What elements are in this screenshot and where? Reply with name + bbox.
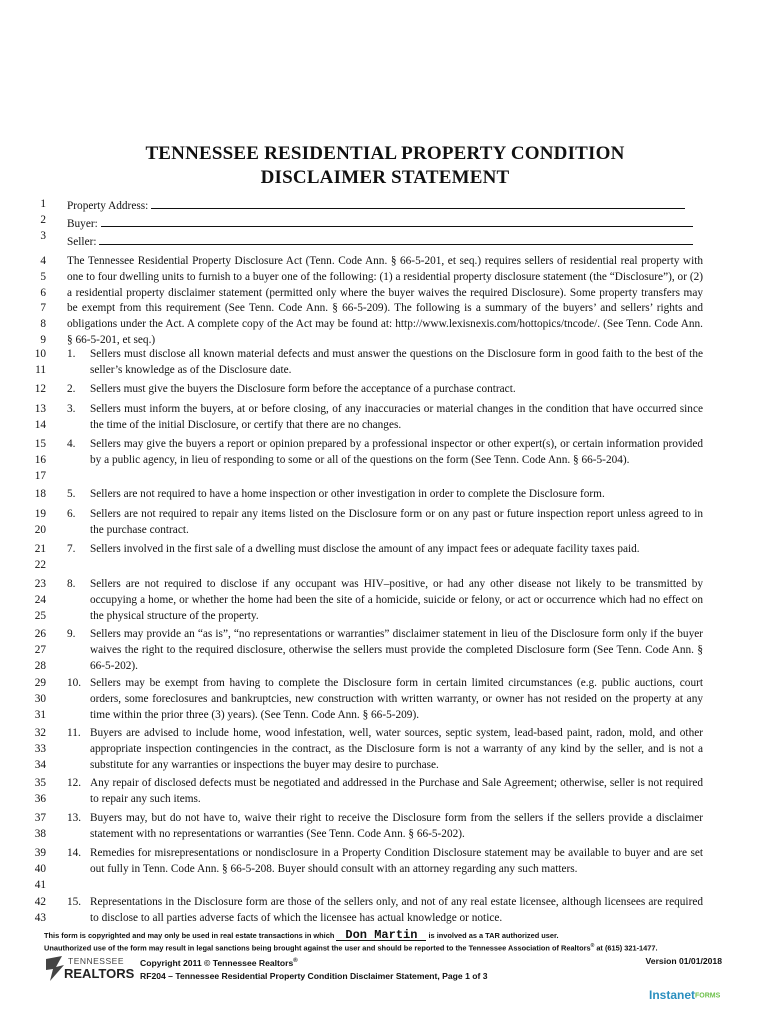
item-text: Sellers are not required to disclose if any occupant was HIV–positive, or had any other disease not likely to be transmitted by occupying a home, or whether the home had been the site of a homicide, suicide or felony, or act or occurrence which had no effect on the physical structure of the property. — [90, 578, 703, 622]
copyright-line: Copyright 2011 © Tennessee Realtors — [140, 957, 294, 968]
item-index: 13. — [67, 812, 82, 824]
line-numbers: 32 33 34 — [34, 727, 46, 771]
line-numbers: 19 20 — [34, 508, 46, 536]
copyright-post: is involved as a TAR authorized user. — [428, 931, 559, 940]
item-index: 1. — [67, 348, 76, 360]
item-index: 10. — [67, 677, 82, 689]
copyright-pre: This form is copyrighted and may only be used in real estate transactions in which — [44, 931, 335, 940]
logo-text-top: TENNESSEE — [68, 956, 124, 966]
item-index: 7. — [67, 543, 76, 555]
property-address-label: Property Address: — [67, 200, 149, 212]
line-numbers: 35 36 — [34, 777, 46, 805]
agent-name: Don Martin — [336, 930, 426, 941]
property-address-field[interactable] — [151, 197, 685, 209]
copyright-notice — [44, 930, 734, 953]
item-index: 15. — [67, 896, 82, 908]
item-text: Remedies for misrepresentations or nondisclosure in a Property Condition Disclosure statement may be available to buyer and are set out fully in Tenn. Code Ann. § 66-5-208. Buyer should consult with an attorney regarding any such matters. — [90, 847, 703, 875]
item-index: 9. — [67, 628, 76, 640]
item-text: Sellers may be exempt from having to complete the Disclosure form in certain limited circumstances (e.g. public auctions, court orders, some foreclosures and bankruptcies, new construction with written warranty, or owner has not resided on the property at any time within the prior three (3) years). (See Tenn. Code Ann. § 66-5-209). — [90, 677, 703, 721]
item-index: 2. — [67, 383, 76, 395]
intro-text: The Tennessee Residential Property Disclosure Act (Tenn. Code Ann. § 66-5-201, et seq.) requires sellers of residential real property with one to four dwelling units to furnish to a buyer one of the following: (1) a residential property disclosure statement (the “Disclosure”), or (2) a residential property disclaimer statement (permitted only where the buyer waives the required Disclosure). Some property transfers may be exempt from this requirement (See Tenn. Code Ann. § 66-5-209). The following is a summary of the buyers’ and sellers’ rights and obligations under the Act. A complete copy of the Act may be found at: http://www.lexisnexis.com/hottopics/tncode/. (See Tenn. Code Ann. § 66-5-201, et seq.) — [67, 255, 703, 346]
item-text: Sellers are not required to have a home inspection or other investigation in order to complete the Disclosure form. — [90, 488, 605, 500]
phone-text: at (615) 321-1477. — [594, 943, 658, 953]
document-title-line1: TENNESSEE RESIDENTIAL PROPERTY CONDITION — [145, 143, 625, 164]
item-index: 5. — [67, 488, 76, 500]
line-numbers: 39 40 41 — [34, 847, 46, 891]
item-index: 14. — [67, 847, 82, 859]
line-numbers: 12 — [34, 383, 46, 395]
instanet-forms-label: FORMS — [695, 992, 721, 1000]
item-index: 11. — [67, 727, 81, 739]
instanet-brand: Instanet — [649, 988, 696, 1002]
line-numbers: 42 43 — [34, 896, 46, 924]
line-numbers: 15 16 17 — [34, 438, 46, 482]
logo-mark-icon — [44, 955, 66, 983]
line-numbers: 13 14 — [34, 403, 46, 431]
item-index: 8. — [67, 578, 76, 590]
line-numbers: 1 2 3 — [40, 198, 46, 242]
buyer-label: Buyer: — [67, 217, 98, 230]
item-text: Sellers must disclose all known material defects and must answer the questions on the Disclosure form in good faith to the best of the seller’s knowledge as of the Disclosure date. — [90, 348, 703, 376]
version-label: Version 01/01/2018 — [645, 956, 722, 966]
item-text: Sellers must give the buyers the Disclosure form before the acceptance of a purchase contract. — [90, 383, 516, 395]
buyer-field[interactable] — [101, 215, 693, 227]
item-index: 3. — [67, 403, 76, 415]
item-text: Sellers may give the buyers a report or opinion prepared by a professional inspector or other expert(s), or certain information provided by a public agency, in lieu of responding to some or all of the questions on the form (See Tenn. Code Ann. § 66-5-204). — [90, 438, 703, 466]
item-text: Sellers must inform the buyers, at or before closing, of any inaccuracies or material changes in the condition that have occurred since the time of the initial Disclosure, or certify that there are no changes. — [90, 403, 703, 431]
item-index: 6. — [67, 508, 76, 520]
line-numbers: 10 11 — [34, 348, 46, 376]
item-index: 4. — [67, 438, 76, 450]
line-numbers: 23 24 25 — [34, 578, 46, 622]
line-numbers: 29 30 31 — [34, 677, 46, 721]
seller-label: Seller: — [67, 235, 97, 248]
registered-mark: ® — [293, 958, 298, 964]
registered-mark: ® — [590, 943, 595, 949]
item-text: Representations in the Disclosure form are those of the sellers only, and not of any real estate licensee, although licensees are required to disclose to all parties adverse facts of which the licensee has actual knowledge or notice. — [90, 896, 703, 924]
line-numbers: 18 — [34, 488, 46, 500]
line-numbers: 26 27 28 — [34, 628, 46, 672]
tennessee-realtors-logo — [44, 953, 134, 983]
form-info — [140, 955, 722, 983]
line-numbers: 4 5 6 7 8 9 — [40, 255, 46, 346]
line-numbers: 37 38 — [34, 812, 46, 840]
unauthorized-text: Unauthorized use of the form may result in legal sanctions being brought against the user and should be reported to the Tennessee Association of Realtors — [44, 943, 591, 953]
item-text: Sellers involved in the first sale of a dwelling must disclose the amount of any impact fees or adequate facility taxes paid. — [90, 543, 640, 555]
item-text: Buyers may, but do not have to, waive their right to receive the Disclosure form from the sellers if the sellers provide a disclaimer statement with no representations or warranties (See Tenn. Code Ann. § 66-5-202). — [90, 812, 703, 840]
instanet-forms-logo — [649, 988, 720, 1002]
seller-field[interactable] — [99, 233, 693, 245]
item-text: Any repair of disclosed defects must be negotiated and addressed in the Purchase and Sale Agreement; otherwise, seller is not required to repair any such items. — [90, 777, 703, 805]
document-title-line2: DISCLAIMER STATEMENT — [260, 167, 510, 188]
item-text: Sellers are not required to repair any items listed on the Disclosure form or on any past or future inspection report unless agreed to in the purchase contract. — [90, 508, 703, 536]
item-text: Buyers are advised to include home, wood infestation, well, water sources, septic system, lead-based paint, radon, mold, and other appropriate inspection contingencies in the contract, as the Disclosure form is not a warranty of any kind by the seller, and is not a substitute for any warranties or inspections the buyer may desire to purchase. — [90, 727, 703, 771]
line-numbers: 21 22 — [34, 543, 46, 571]
item-index: 12. — [67, 777, 82, 789]
item-text: Sellers may provide an “as is”, “no representations or warranties” disclaimer statement in lieu of the Disclosure form only if the buyer waives the right to the required disclosure, otherwise the sellers must provide the completed Disclosure form (See Tenn. Code Ann. § 66-5-202). — [90, 628, 703, 672]
logo-text-bottom: REALTORS — [64, 966, 135, 981]
form-id: RF204 – Tennessee Residential Property Condition Disclaimer Statement, Page 1 of 3 — [140, 970, 488, 981]
